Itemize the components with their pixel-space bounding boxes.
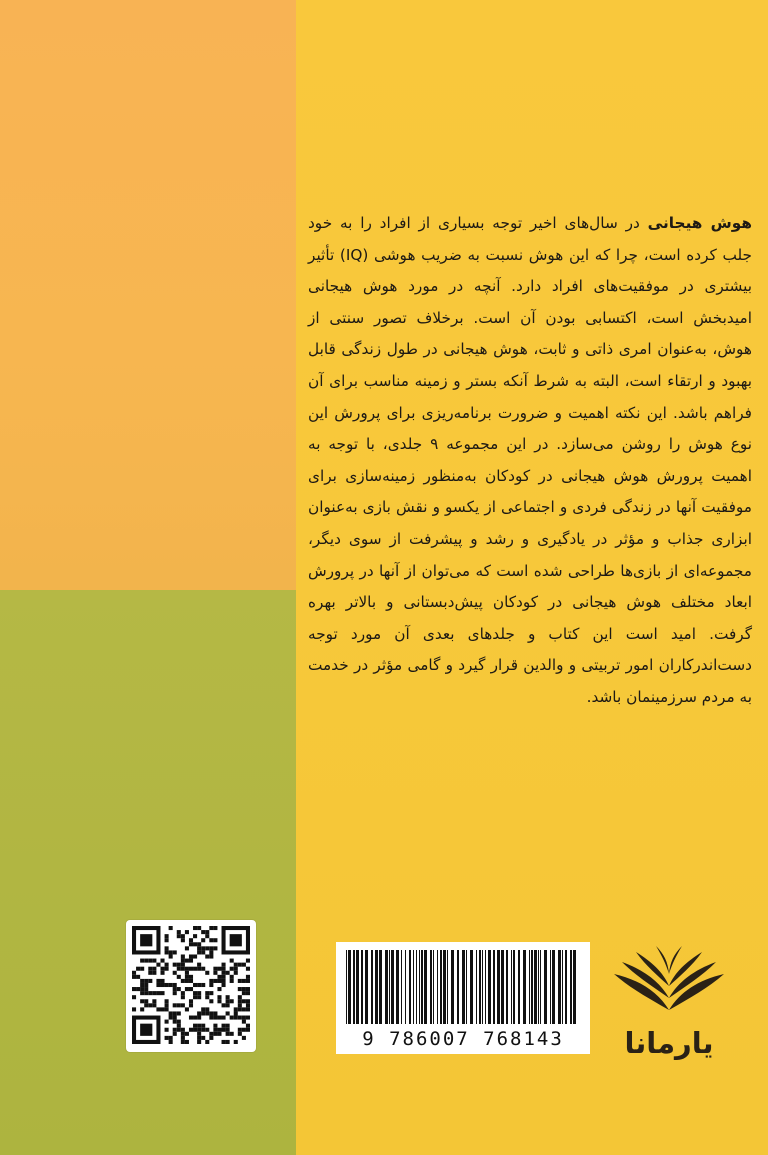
barcode-icon	[342, 950, 584, 1024]
blurb-lead-title: هوش هیجانی	[647, 214, 752, 232]
blurb-body-text: در سال‌های اخیر توجه بسیاری از افراد را به خود جلب کرده است، چرا که این هوش نسبت به ضریب هوشی (IQ) تأثیر بیشتری در موفقیت‌های افراد دارد. آنچه در مورد هوش هیجانی امیدبخش است، اکتسابی بودن آن است. برخلاف تصور سنتی از هوش، به‌عنوان امری ذاتی و ثابت، هوش هیجانی در طول زندگی قابل بهبود و ارتقاء است، البته به شرط آنکه بستر و زمینه مناسب برای آن فراهم باشد. این نکته اهمیت و ضرورت برنامه‌ریزی برای پرورش این نوع هوش را روشن می‌سازد. در این مجموعه ۹ جلدی، با توجه به اهمیت پرورش هوش هیجانی در کودکان به‌منظور زمینه‌سازی برای موفقیت آنها در زندگی فردی و اجتماعی از یکسو و نقش بازی به‌عنوان ابزاری جذاب و مؤثر در یادگیری و رشد و پیشرفت از سوی دیگر، مجموعه‌ای از بازی‌ها طراحی شده است که می‌توان از آنها در پرورش ابعاد مختلف هوش هیجانی در کودکان پیش‌دبستانی و بالاتر بهره گرفت. امید است این کتاب و جلدهای بعدی آن مورد توجه دست‌اندرکاران امور تربیتی و والدین قرار گیرد و گامی مؤثر در خدمت به مردم سرزمینمان باشد.	[308, 214, 752, 706]
back-cover-blurb	[308, 208, 752, 714]
publisher-name: یارمانا	[624, 1026, 714, 1060]
isbn-barcode	[336, 942, 590, 1054]
qr-code	[126, 920, 256, 1052]
cover-olive-panel	[0, 590, 296, 1155]
wings-book-icon	[608, 940, 730, 1020]
qr-code-icon	[132, 926, 250, 1044]
cover-orange-panel	[0, 0, 296, 590]
publisher-logo	[608, 940, 730, 1058]
isbn-number: 9 786007 768143	[362, 1028, 564, 1050]
